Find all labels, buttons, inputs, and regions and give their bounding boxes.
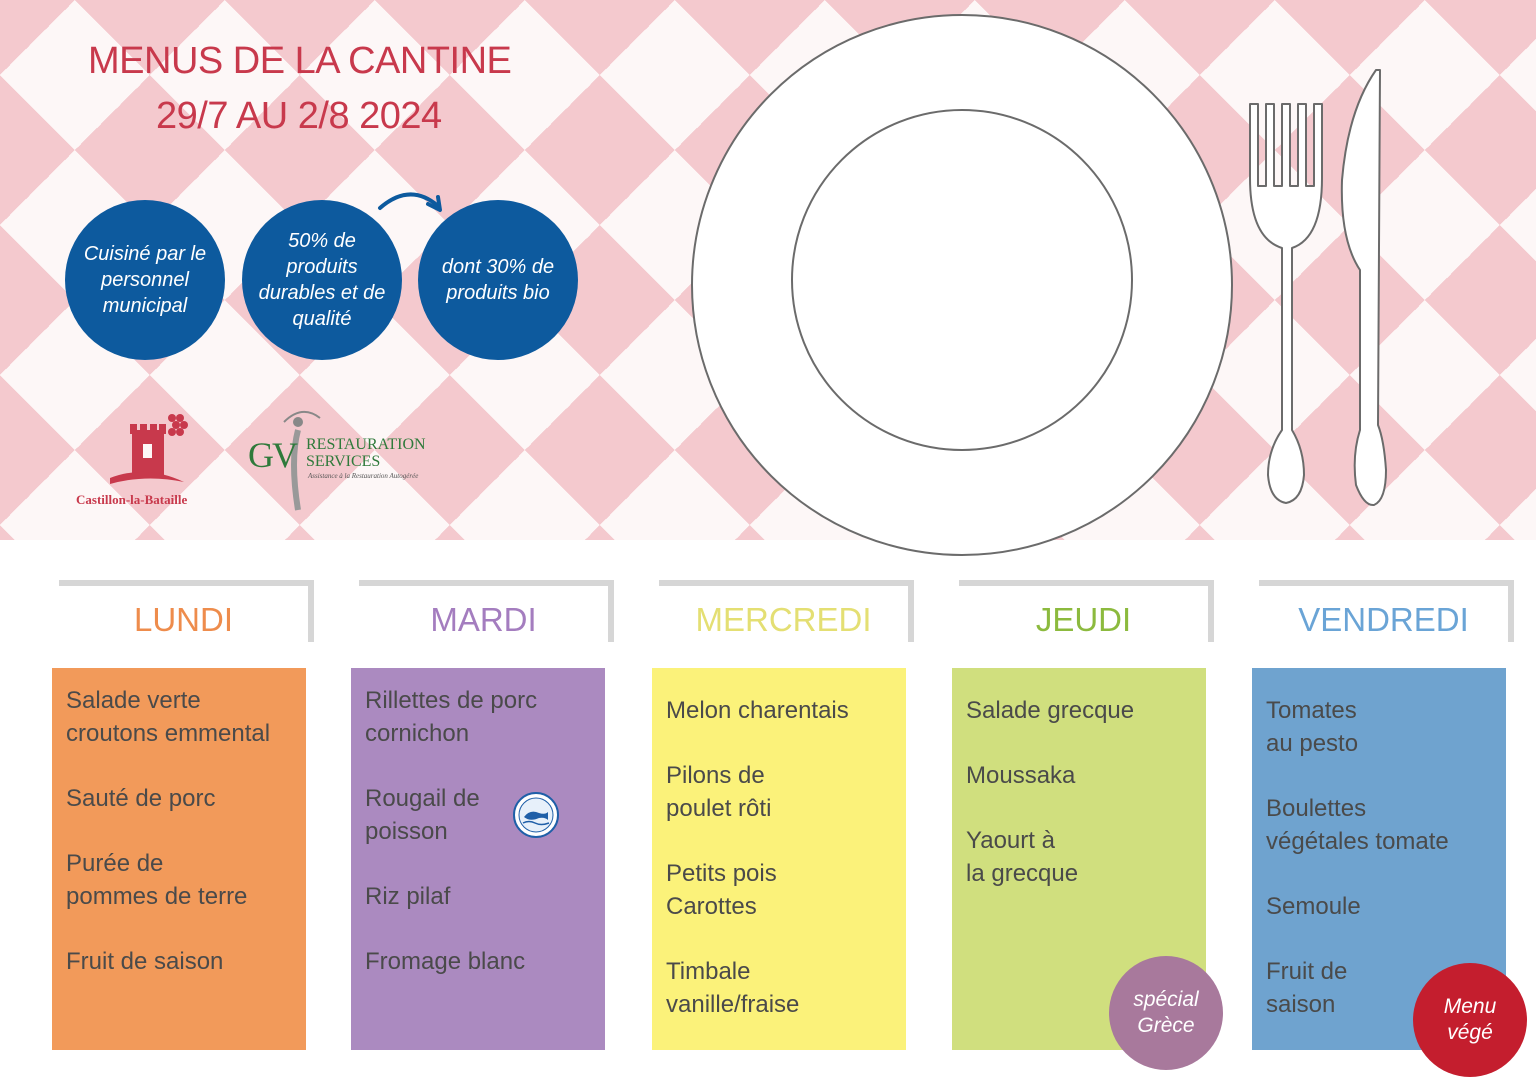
- fork-icon: [1250, 104, 1322, 503]
- day-name: VENDREDI: [1298, 601, 1469, 638]
- menu-item: Melon charentais: [666, 697, 849, 724]
- menu-card-mercredi: [652, 668, 906, 1050]
- peche-durable-icon: [513, 792, 559, 838]
- menu-item: Semoule: [1266, 893, 1361, 920]
- day-name: JEUDI: [1035, 601, 1132, 638]
- menu-item: Tomates au pesto: [1266, 697, 1359, 757]
- day-header-mercredi: [659, 580, 914, 642]
- menu-item: Salade verte croutons emmental: [66, 687, 271, 747]
- menu-item: Sauté de porc: [66, 785, 216, 812]
- special-grece-badge: spécial Grèce: [1109, 956, 1223, 1070]
- menu-item: Purée de pommes de terre: [66, 850, 248, 910]
- day-name: LUNDI: [133, 601, 234, 638]
- day-header-lundi: [59, 580, 314, 642]
- menu-card-mardi: [351, 668, 605, 1050]
- gv-line2: SERVICES: [306, 453, 381, 470]
- menu-item: Fruit de saison: [66, 948, 224, 975]
- menu-item: Petits pois Carottes: [666, 860, 777, 920]
- menu-item: Boulettes végétales tomate: [1266, 795, 1449, 855]
- menu-item: Rillettes de porc cornichon: [365, 687, 538, 747]
- menu-item: Yaourt à la grecque: [966, 827, 1079, 887]
- gv-tagline: Assistance à la Restauration Autogérée: [308, 472, 419, 480]
- menu-item: Pilons de poulet rôti: [666, 762, 772, 822]
- plate-icon: [692, 15, 1232, 555]
- menu-item: Fruit de saison: [1266, 958, 1348, 1018]
- menu-card-lundi: [52, 668, 306, 1050]
- day-name: MARDI: [430, 601, 537, 638]
- menu-item: Fromage blanc: [365, 948, 526, 975]
- menu-item: Rougail de poisson: [365, 785, 480, 845]
- menu-item: Riz pilaf: [365, 883, 451, 910]
- castillon-caption: Castillon-la-Bataille: [76, 492, 188, 507]
- day-header-vendredi: [1259, 580, 1514, 642]
- fish-icon: [515, 794, 557, 836]
- badge-bio: dont 30% de produits bio: [418, 200, 578, 360]
- menu-vege-badge: Menu végé: [1413, 963, 1527, 1077]
- day-header-jeudi: [959, 580, 1214, 642]
- knife-icon: [1342, 70, 1386, 505]
- day-name: MERCREDI: [695, 601, 872, 638]
- menu-item: Timbale vanille/fraise: [666, 958, 800, 1018]
- menu-item: Moussaka: [966, 762, 1076, 789]
- menu-item: Salade grecque: [966, 697, 1135, 724]
- menu-dates: 29/7 AU 2/8 2024: [156, 95, 442, 137]
- day-header-mardi: [359, 580, 614, 642]
- gv-line1: RESTAURATION: [306, 436, 426, 453]
- badge-personnel: Cuisiné par le personnel municipal: [65, 200, 225, 360]
- badge-durables: 50% de produits durables et de qualité: [242, 200, 402, 360]
- gv-mark: GV: [248, 435, 296, 475]
- menu-title: MENUS DE LA CANTINE: [88, 40, 512, 82]
